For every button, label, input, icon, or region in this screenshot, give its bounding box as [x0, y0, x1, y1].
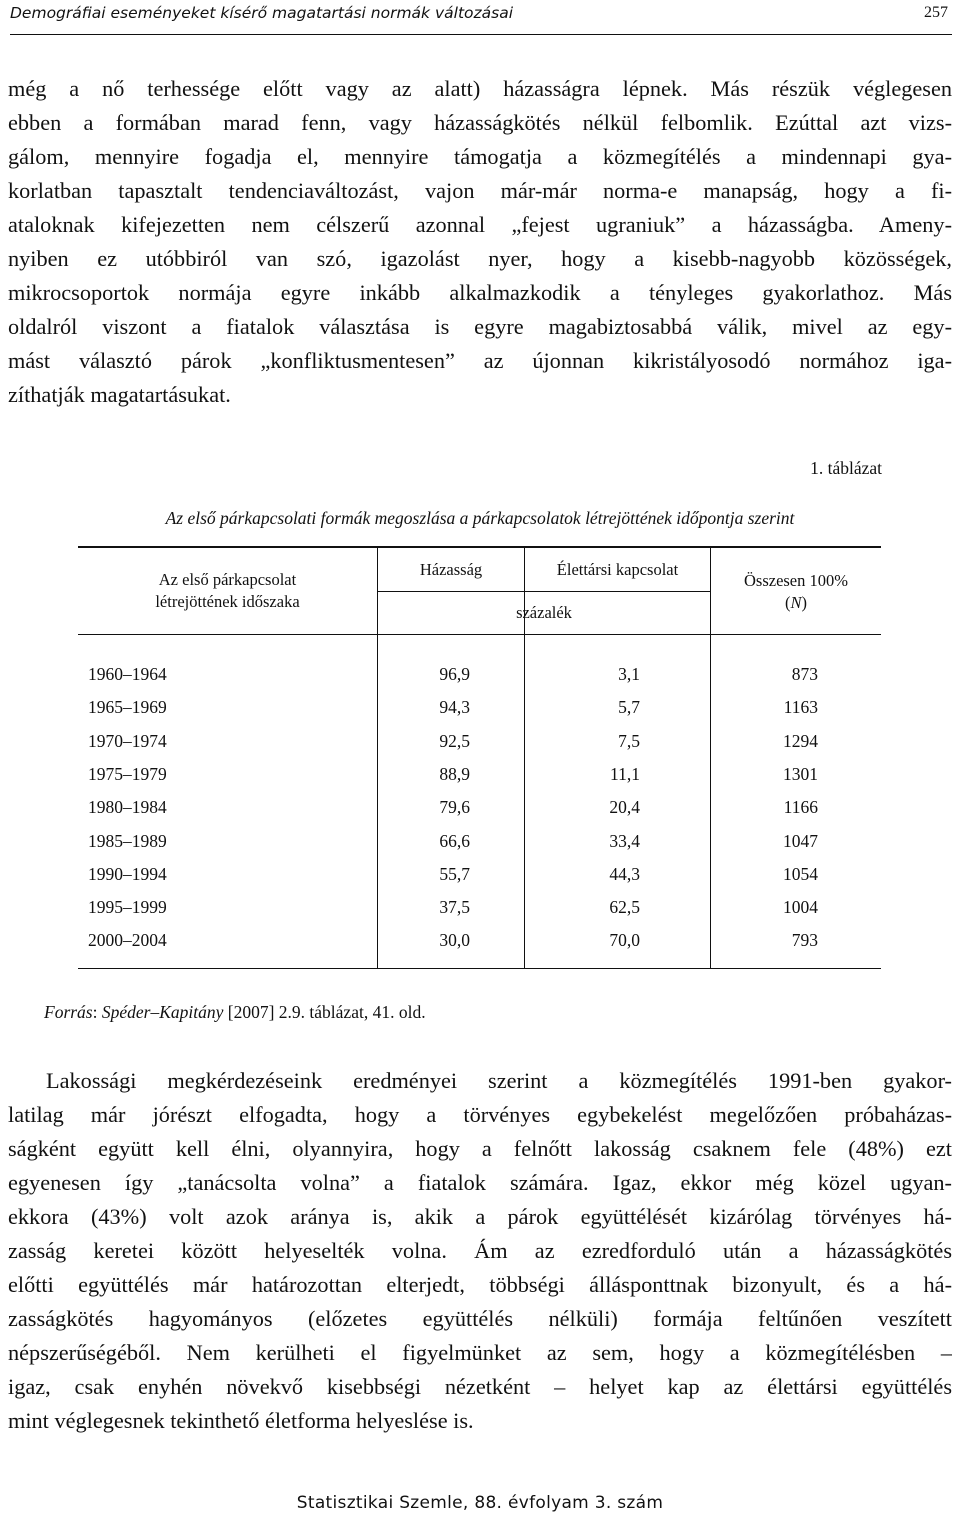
cohabitation-cell: 33,4 [609, 831, 640, 851]
header-text: Összesen 100% [743, 571, 849, 590]
source-label: Forrás [44, 1002, 93, 1022]
text-line: ebben a formában marad fenn, vagy házasságkötés nélkül felbomlik. Ezúttal azt vizs- [8, 110, 952, 135]
cohabitation-cell: 3,1 [618, 664, 640, 684]
marriage-cell: 79,6 [439, 797, 470, 817]
text-line: mikrocsoportok normája egyre inkább alkalmazkodik a tényleges gyakorlathoz. Más [8, 280, 952, 305]
text-line: ekkora (43%) volt azok aránya is, akik a párok együttélését kizárólag törvényes há- [8, 1204, 952, 1229]
cohabitation-cell: 62,5 [609, 897, 640, 917]
text-line: igaz, csak enyhén növekvő kisebbségi nézetként – helyet kap az élettársi együttélés [8, 1374, 952, 1399]
text-line: zasság keretei között helyeselték volna. Ám az ezredforduló után a házasságkötés [8, 1238, 952, 1263]
marriage-cell: 96,9 [439, 664, 470, 684]
cohabitation-cell: 7,5 [618, 731, 640, 751]
column-header-total [711, 570, 881, 614]
total-n-cell: 1054 [783, 864, 818, 884]
paren: ) [801, 593, 807, 612]
table-caption: Az első párkapcsolati formák megoszlása a párkapcsolatok létrejöttének időpontja szerint [165, 508, 795, 528]
text-line: zasságkötés hagyományos (előzetes együttélés nélküli) formája feltűnően veszített [8, 1306, 952, 1331]
header-text: létrejöttének időszaka [155, 592, 300, 611]
total-n-cell: 1166 [783, 797, 818, 817]
running-title: Demográfiai eseményeket kísérő magatartási normák változásai [10, 4, 514, 22]
table-top-rule [78, 546, 881, 548]
period-cell: 1995–1999 [88, 897, 167, 917]
total-n-cell: 1047 [783, 831, 818, 851]
table-header-rule [78, 634, 881, 635]
text-line: ságként együtt kell élni, olyannyira, hogy a felnőtt lakosság csaknem fele (48%) ezt [8, 1136, 952, 1161]
total-n-cell: 1301 [783, 764, 818, 784]
total-n-cell: 1004 [783, 897, 818, 917]
text-line: zíthatják magatartásukat. [8, 382, 231, 407]
period-cell: 1970–1974 [88, 731, 167, 751]
marriage-cell: 94,3 [439, 697, 470, 717]
marriage-cell: 92,5 [439, 731, 470, 751]
total-n-cell: 873 [791, 664, 818, 684]
marriage-cell: 66,6 [439, 831, 470, 851]
table-source [44, 1002, 426, 1023]
text-line: Lakossági megkérdezéseink eredményei szerint a közmegítélés 1991-ben gyakor- [46, 1068, 952, 1093]
paren: ( [784, 593, 791, 612]
cohabitation-cell: 11,1 [610, 764, 640, 784]
table-subheader-rule [377, 591, 710, 592]
period-cell: 1985–1989 [88, 831, 167, 851]
running-header [10, 0, 952, 35]
text-line: nyiben ez utóbbiról van szó, igazolást nyer, hogy a kisebb-nagyobb közösségek, [8, 246, 952, 271]
text-line: mást választó párok „konfliktusmentesen” az újonnan kikristályosodó normához iga- [8, 348, 952, 373]
column-header-percent: százalék [516, 603, 572, 622]
cohabitation-cell: 44,3 [609, 864, 640, 884]
marriage-cell: 55,7 [439, 864, 470, 884]
body-paragraph-1 [8, 72, 952, 412]
text-line: korlatban tapasztalt tendenciaváltozást, vajon már-már norma-e manapság, hogy a fi- [8, 178, 952, 203]
text-line: még a nő terhessége előtt vagy az alatt) házasságra lépnek. Más részük véglegesen [8, 76, 952, 101]
source-authors: Spéder–Kapitány [101, 1002, 224, 1022]
text-line: oldalról viszont a fiatalok választása is egyre magabiztosabbá válik, mivel az egy- [8, 314, 952, 339]
text-line: ataloknak kifejezetten nem célszerű azonnal „fejest ugraniuk” a házasságba. Ameny- [8, 212, 952, 237]
journal-footer: Statisztikai Szemle, 88. évfolyam 3. szám [296, 1493, 664, 1513]
source-colon: : [92, 1002, 102, 1022]
period-cell: 2000–2004 [88, 930, 167, 950]
header-text [711, 592, 881, 614]
total-n-cell: 1163 [783, 697, 818, 717]
marriage-cell: 88,9 [439, 764, 470, 784]
text-line: előtti együttélés már határozottan elterjedt, többségi állásponttnak bizonyult, és a há- [8, 1272, 952, 1297]
period-cell: 1960–1964 [88, 664, 167, 684]
total-n-cell: 793 [791, 930, 818, 950]
table-bottom-rule [78, 968, 881, 969]
period-cell: 1965–1969 [88, 697, 167, 717]
period-cell: 1975–1979 [88, 764, 167, 784]
period-cell: 1990–1994 [88, 864, 167, 884]
text-line: népszerűségéből. Nem kerülheti el figyelmünket az sem, hogy a közmegítélésben – [8, 1340, 952, 1365]
marriage-cell: 37,5 [439, 897, 470, 917]
table-number: 1. táblázat [810, 458, 882, 478]
cohabitation-cell: 70,0 [609, 930, 640, 950]
text-line: gálom, mennyire fogadja el, mennyire támogatja a közmegítélés a mindennapi gya- [8, 144, 952, 169]
cohabitation-cell: 5,7 [618, 697, 640, 717]
period-cell: 1980–1984 [88, 797, 167, 817]
total-n-cell: 1294 [783, 731, 818, 751]
header-text: Az első párkapcsolat [158, 570, 297, 589]
cohabitation-cell: 20,4 [609, 797, 640, 817]
text-line: egyenesen így „tanácsolta volna” a fiatalok számára. Igaz, ekkor még közel ugyan- [8, 1170, 952, 1195]
column-header-marriage: Házasság [419, 560, 483, 579]
page-number: 257 [924, 4, 948, 21]
body-paragraph-2 [8, 1064, 952, 1438]
column-header-period [78, 569, 377, 613]
n-symbol: N [790, 593, 802, 612]
text-line: mint véglegesnek tekinthető életforma helyeslése is. [8, 1408, 474, 1433]
column-header-cohabitation: Élettársi kapcsolat [556, 560, 679, 579]
text-line: latilag már jórészt elfogadta, hogy a törvényes egybekelést megelőzően próbaházas- [8, 1102, 952, 1127]
source-reference: [2007] 2.9. táblázat, 41. old. [223, 1002, 426, 1022]
marriage-cell: 30,0 [439, 930, 470, 950]
